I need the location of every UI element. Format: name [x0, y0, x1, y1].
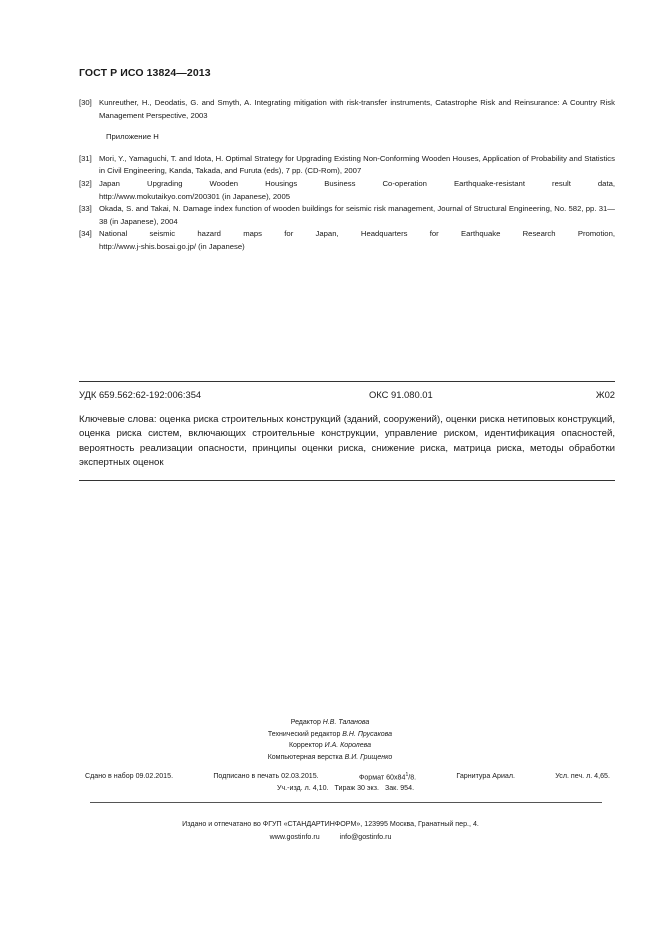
- reference-item: [79, 178, 615, 203]
- reference-text-line: National seismic hazard maps for Japan, Headquarters for Earthquake Research Promotion,: [99, 229, 615, 239]
- reference-number: [31]: [79, 153, 92, 163]
- reference-number: [34]: [79, 229, 92, 239]
- reference-number: [32]: [79, 178, 92, 188]
- credit-name: В.Н. Прусакова: [342, 730, 393, 738]
- email-link[interactable]: info@gostinfo.ru: [339, 832, 392, 841]
- publishing-sheets: Уч.-изд. л. 4,10.: [276, 784, 329, 792]
- website-link[interactable]: www.gostinfo.ru: [269, 832, 320, 841]
- reference-item: [79, 97, 615, 122]
- divider-top: [79, 381, 615, 382]
- credit-role: Компьютерная верстка: [267, 754, 343, 762]
- reference-item: [79, 153, 615, 178]
- credit-name: И.А. Королева: [324, 742, 372, 750]
- reference-number: [30]: [79, 98, 92, 107]
- submitted-date: Сдано в набор 09.02.2015.: [85, 772, 174, 780]
- reference-text: Kunreuther, H., Deodatis, G. and Smyth, A. Integrating mitigation with risk-transfer instruments, Catastrophe Risk and Reinsurance: A Country Risk Management Perspective, 2003: [99, 98, 615, 120]
- print-sheets: Усл. печ. л. 4,65.: [555, 772, 610, 780]
- reference-text-line: Japan Upgrading Wooden Housings Business Co-operation Earthquake-resistant result data,: [99, 178, 615, 188]
- document-header: ГОСТ Р ИСО 13824—2013: [79, 67, 211, 79]
- reference-number: [33]: [79, 204, 92, 214]
- typeface: Гарнитура Ариал.: [456, 772, 515, 780]
- print-info-row: [85, 772, 610, 781]
- reference-item: [79, 203, 615, 228]
- paper-format: [359, 772, 416, 781]
- credit-line: [200, 752, 460, 764]
- reference-text: Okada, S. and Takai, N. Damage index function of wooden buildings for seismic risk management, Journal of Structural Engineering, No. 582, pp. 31—38 (in Japanese), 2004: [99, 204, 615, 226]
- divider-bottom: [90, 802, 602, 803]
- signed-date: Подписано в печать 02.03.2015.: [213, 772, 319, 780]
- credit-role: Корректор: [288, 742, 323, 750]
- reference-item: [79, 228, 615, 253]
- credit-role: Технический редактор: [267, 730, 341, 738]
- credit-name: В.И. Грищенко: [344, 754, 393, 762]
- reference-text-block: [99, 178, 615, 203]
- reference-text-line: http://www.mokutaikyo.com/200301 (in Japanese), 2005: [99, 191, 291, 201]
- oks-code: ОКС 91.080.01: [369, 389, 433, 400]
- credits-block: [200, 717, 460, 764]
- appendix-label: Приложение Н: [106, 132, 159, 142]
- credit-line: [200, 717, 460, 729]
- format-prefix: Формат 60x84: [358, 773, 406, 782]
- credit-line: [200, 729, 460, 741]
- credit-line: [200, 740, 460, 752]
- order-number: Зак. 954.: [384, 784, 415, 792]
- reference-text-block: [99, 228, 615, 253]
- credit-role: Редактор: [290, 719, 321, 726]
- reference-text-line: http://www.j-shis.bosai.go.jp/ (in Japanese): [99, 241, 245, 251]
- print-run: Тираж 30 экз.: [334, 784, 379, 792]
- reference-text: Mori, Y., Yamaguchi, T. and Idota, H. Optimal Strategy for Upgrading Existing Non-Conforming Wooden Houses, Application of Probability and Statistics in Civil Engineering, Kanda, Takada, and Furuta (eds), 7 pp. (CD-Rom), 2007: [99, 153, 615, 176]
- bibliography-list: [79, 97, 615, 254]
- divider-keywords: [79, 480, 615, 481]
- print-info-row-2: [0, 784, 661, 792]
- credit-name: Н.В. Таланова: [322, 719, 370, 726]
- classification-row: [79, 389, 615, 400]
- publisher-line: Издано и отпечатано во ФГУП «СТАНДАРТИНФОРМ», 123995 Москва, Гранатный пер., 4.: [182, 820, 479, 828]
- publisher-block: [0, 818, 661, 843]
- keywords-paragraph: Ключевые слова: оценка риска строительных конструкций (зданий, сооружений), оценки риска нетиповых конструкций, оценка риска систем, включающих строительные конструкции, управление риском, идентификация опасностей, вероятность реализации опасности, принципы оценки риска, снижение риска, матрица риска, методы обработки экспертных оценок: [79, 414, 615, 468]
- format-suffix: /8.: [408, 773, 417, 782]
- format-sup: 1: [405, 772, 409, 778]
- group-code: Ж02: [595, 389, 615, 400]
- udk-code: УДК 659.562:62-192:006:354: [79, 389, 202, 400]
- publisher-links: [0, 831, 661, 844]
